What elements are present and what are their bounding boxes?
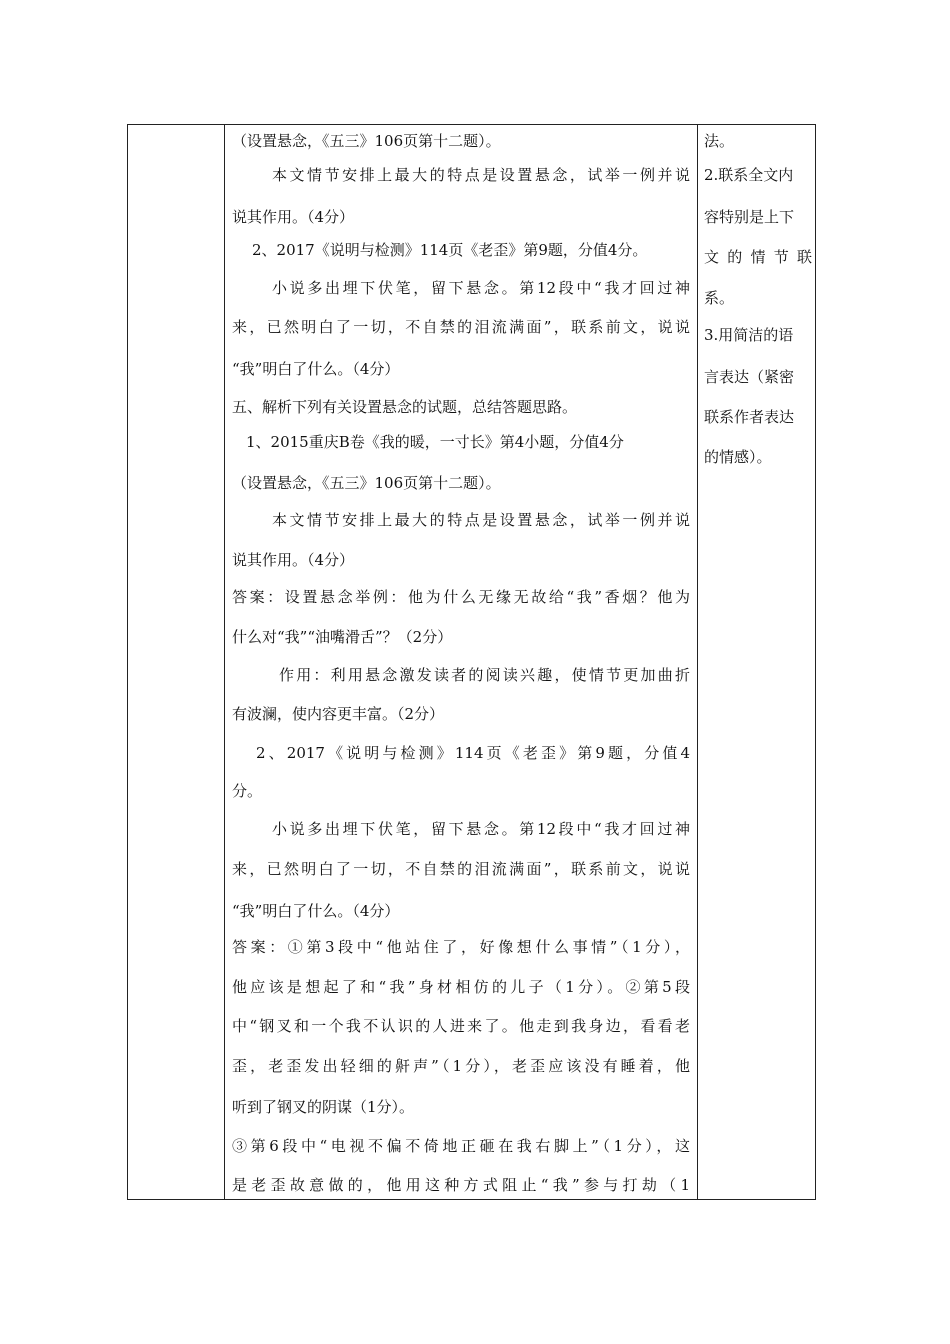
text-line: 分。 [232, 782, 263, 800]
text-line: 小说多出埋下伏笔，留下悬念。第12段中“我才回过神 [272, 279, 690, 297]
note-line: 系。 [704, 289, 735, 307]
text-line: 说其作用。（4分） [232, 208, 355, 226]
note-line: 文的情节联 [704, 248, 812, 266]
note-line: 联系作者表达 [704, 408, 795, 426]
section-heading: 五、解析下列有关设置悬念的试题，总结答题思路。 [232, 398, 578, 416]
table-column-divider-left [224, 125, 225, 1199]
note-line: 法。 [704, 132, 735, 150]
answer-line: 答案：设置悬念举例：他为什么无缘无故给“我”香烟？他为 [232, 588, 690, 606]
answer-line: 作用：利用悬念激发读者的阅读兴趣，使情节更加曲折 [279, 666, 690, 684]
answer-line: 他应该是想起了和“我”身材相仿的儿子（1分）。②第5段 [232, 978, 690, 996]
answer-line: 有波澜，使内容更丰富。（2分） [232, 705, 445, 723]
note-line: 3.用简洁的语 [704, 326, 794, 344]
answer-line: 什么对“我”“油嘴滑舌”？（2分） [232, 628, 453, 646]
text-line: 本文情节安排上最大的特点是设置悬念，试举一例并说 [272, 511, 690, 529]
text-line: 说其作用。（4分） [232, 551, 355, 569]
text-line: （设置悬念，《五三》106页第十二题）。 [232, 474, 501, 492]
answer-line: 中“钢叉和一个我不认识的人进来了。他走到我身边，看看老 [232, 1017, 690, 1035]
text-line: 本文情节安排上最大的特点是设置悬念，试举一例并说 [272, 166, 690, 184]
lesson-table [127, 124, 816, 1200]
text-line: （设置悬念，《五三》106页第十二题）。 [232, 132, 501, 150]
text-line: “我”明白了什么。（4分） [232, 360, 400, 378]
text-line: 2、2017《说明与检测》114页《老歪》第9题，分值4分。 [252, 241, 648, 259]
answer-line: ③第6段中“电视不偏不倚地正砸在我右脚上”（1分），这 [232, 1137, 690, 1155]
note-line: 的情感）。 [704, 448, 772, 466]
table-column-divider-right [697, 125, 698, 1199]
note-line: 2.联系全文内 [704, 166, 794, 184]
text-line: 1、2015重庆B卷《我的暖，一寸长》第4小题，分值4分 [246, 433, 624, 451]
note-line: 言表达（紧密 [704, 368, 795, 386]
answer-line: 歪，老歪发出轻细的鼾声”（1分），老歪应该没有睡着，他 [232, 1057, 690, 1075]
note-line: 容特别是上下 [704, 208, 795, 226]
text-line: “我”明白了什么。（4分） [232, 902, 400, 920]
answer-line: 听到了钢叉的阴谋（1分）。 [232, 1098, 415, 1116]
answer-line: 答案：①第3段中“他站住了，好像想什么事情”（1分）， [232, 938, 690, 956]
answer-line: 是老歪故意做的，他用这种方式阻止“我”参与打劫（1 [232, 1176, 690, 1194]
text-line: 来，已然明白了一切，不自禁的泪流满面”，联系前文，说说 [232, 860, 690, 878]
text-line: 2、2017《说明与检测》114页《老歪》第9题，分值4 [256, 744, 690, 762]
text-line: 小说多出埋下伏笔，留下悬念。第12段中“我才回过神 [272, 820, 690, 838]
text-line: 来，已然明白了一切，不自禁的泪流满面”，联系前文，说说 [232, 318, 690, 336]
